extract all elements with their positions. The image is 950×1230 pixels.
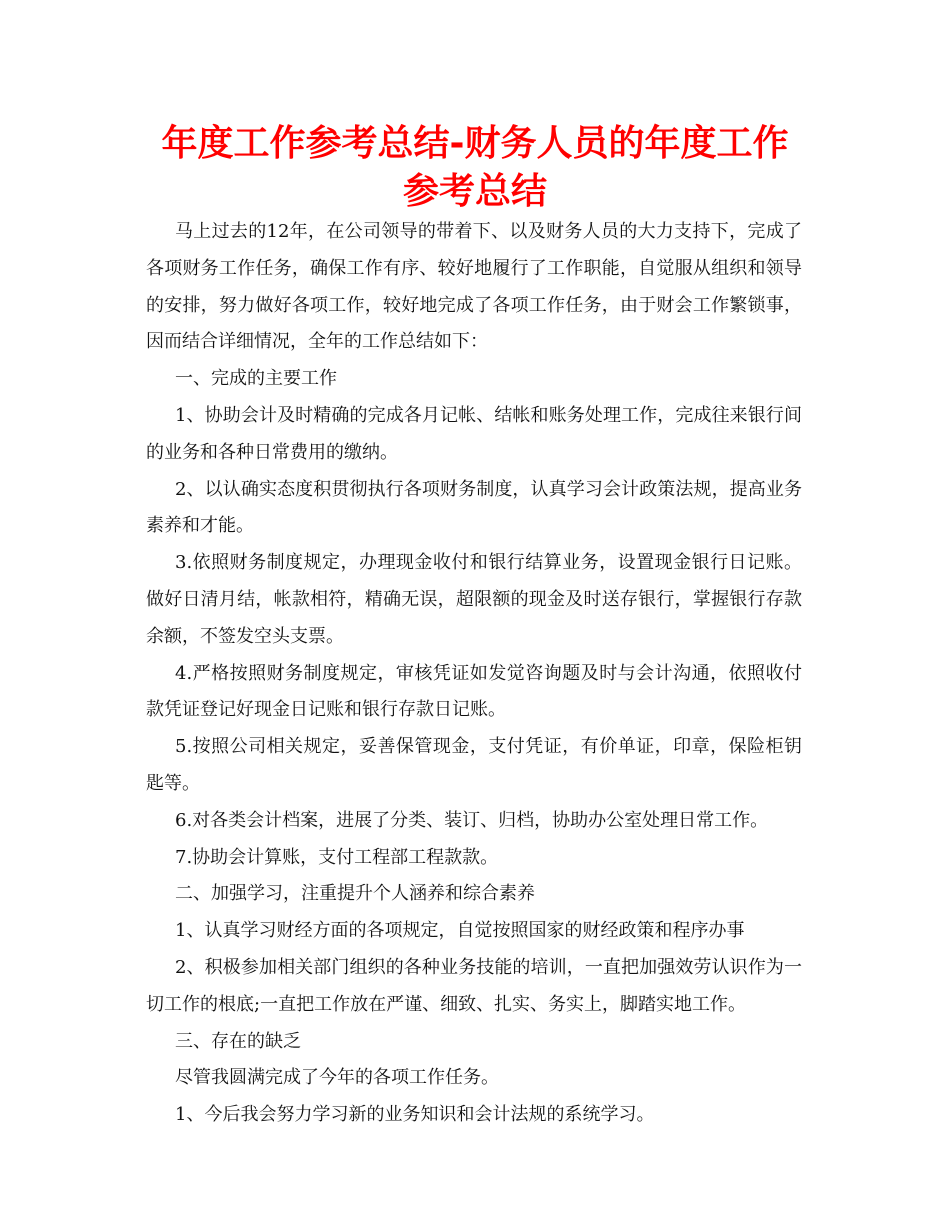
paragraph-item: 1、今后我会努力学习新的业务知识和会计法规的系统学习。 xyxy=(175,1104,655,1126)
section-heading-1: 一、完成的主要工作 xyxy=(175,368,337,390)
document-body xyxy=(146,214,802,1134)
paragraph-item: 2、积极参加相关部门组织的各种业务技能的培训，一直把加强效劳认识作为一切工作的根底;一直把工作放在严谨、细致、扎实、务实上，脚踏实地工作。 xyxy=(146,956,802,1015)
paragraph-intro: 马上过去的12年，在公司领导的带着下、以及财务人员的大力支持下，完成了各项财务工作任务，确保工作有序、较好地履行了工作职能，自觉服从组织和领导的安排，努力做好各项工作，较好地完成了各项工作任务，由于财会工作繁锁事，因而结合详细情况，全年的工作总结如下： xyxy=(146,221,802,353)
paragraph-item: 4.严格按照财务制度规定，审核凭证如发觉咨询题及时与会计沟通，依照收付款凭证登记好现金日记账和银行存款日记账。 xyxy=(146,662,802,721)
section-heading-3: 三、存在的缺乏 xyxy=(175,1030,301,1052)
paragraph-item: 1、协助会计及时精确的完成各月记帐、结帐和账务处理工作，完成往来银行间的业务和各种日常费用的缴纳。 xyxy=(146,404,802,463)
paragraph-item: 6.对各类会计档案，进展了分类、装订、归档，协助办公室处理日常工作。 xyxy=(175,809,769,831)
paragraph-item: 尽管我圆满完成了今年的各项工作任务。 xyxy=(175,1067,499,1089)
paragraph-item: 2、以认确实态度积贯彻执行各项财务制度，认真学习会计政策法规，提高业务素养和才能。 xyxy=(146,478,802,537)
paragraph-item: 7.协助会计算账，支付工程部工程款款。 xyxy=(175,846,499,868)
paragraph-item: 1、认真学习财经方面的各项规定，自觉按照国家的财经政策和程序办事 xyxy=(175,920,745,942)
paragraph-item: 5.按照公司相关规定，妥善保管现金，支付凭证，有价单证，印章，保险柜钥匙等。 xyxy=(146,736,802,794)
document-title: 年度工作参考总结-财务人员的年度工作参考总结 xyxy=(161,123,789,212)
section-heading-2: 二、加强学习，注重提升个人涵养和综合素养 xyxy=(175,883,535,905)
paragraph-item: 3.依照财务制度规定，办理现金收付和银行结算业务，设置现金银行日记账。做好日清月结，帐款相符，精确无误，超限额的现金及时送存银行，掌握银行存款余额，不签发空头支票。 xyxy=(146,552,802,647)
